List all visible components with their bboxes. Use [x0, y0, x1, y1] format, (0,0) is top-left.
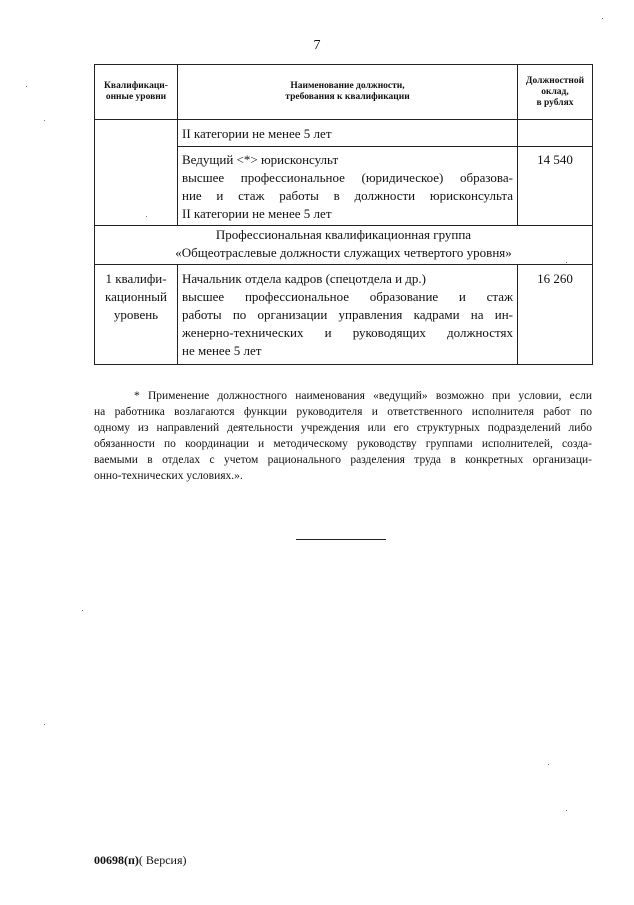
footnote [94, 388, 592, 484]
scan-speck [566, 262, 567, 263]
position-requirement-line: высшее профессиональное (юридическое) образова- [182, 170, 513, 185]
salary-cell [518, 265, 593, 365]
position-requirement-line: ние и стаж работы в должности юрисконсульта [182, 188, 513, 203]
position-requirement-line: не менее 5 лет [182, 343, 262, 358]
header-position-name [178, 65, 518, 120]
header-line: Квалификаци- [104, 81, 168, 91]
footnote-line: обязанности по координации и методическому руководству группами исполнителей, созда- [94, 438, 592, 450]
header-line: в рублях [536, 97, 574, 108]
position-requirement-line: женерно-технических и руководящих должностях [182, 325, 513, 340]
position-cell [178, 120, 518, 147]
footnote-line: одному из направлений деятельности учреждения или его структурных подразделений либо [94, 422, 592, 434]
scan-speck [602, 18, 603, 19]
position-cell [178, 265, 518, 365]
salary-value: 16 260 [537, 271, 573, 286]
document-code [94, 853, 187, 868]
level-cell-empty [95, 120, 178, 226]
salary-cell [518, 147, 593, 226]
closing-separator-line [296, 539, 386, 540]
position-cell [178, 147, 518, 226]
position-title: Ведущий <*> юрисконсульт [182, 152, 339, 167]
scan-speck [44, 724, 45, 725]
scan-speck [26, 86, 27, 87]
group-title-cell [95, 226, 593, 265]
position-requirement-line: II категории не менее 5 лет [182, 206, 332, 221]
header-line: Наименование должности, [290, 81, 405, 91]
document-code-number: 00698(п) [94, 853, 139, 867]
header-line: онные уровни [105, 92, 167, 102]
footnote-line: ваемыми в отделах с учетом рационального разделения труда в конкретных организаци- [94, 454, 592, 466]
scan-speck [548, 764, 549, 765]
qualification-table [94, 64, 593, 365]
position-requirement-line: высшее профессиональное образование и стаж [182, 289, 513, 304]
header-line: требования к квалификации [285, 92, 410, 102]
scan-speck [146, 216, 147, 217]
header-qualification-levels [95, 65, 178, 120]
header-line: Должностной [525, 75, 585, 86]
level-line: 1 квалифи- [105, 271, 167, 286]
salary-cell [518, 120, 593, 147]
scan-speck [44, 120, 45, 121]
header-salary [518, 65, 593, 120]
table-row [95, 265, 593, 365]
footnote-line: на работника возлагаются функции руководителя и ответственного исполнителя работ по [94, 406, 592, 418]
document-code-version: ( Версия) [138, 853, 187, 867]
position-requirement-line: работы по организации управления кадрами на ин- [182, 307, 513, 322]
scan-speck [566, 810, 567, 811]
level-line: уровень [113, 307, 159, 322]
page-number: 7 [313, 38, 321, 53]
salary-value [518, 120, 592, 122]
group-row [95, 226, 593, 265]
group-title-line: «Общеотраслевые должности служащих четвертого уровня» [175, 245, 512, 260]
level-cell [95, 265, 178, 365]
level-line: кационный [105, 289, 167, 304]
position-text: II категории не менее 5 лет [182, 126, 332, 141]
header-line: оклад, [541, 86, 569, 97]
group-title-line: Профессиональная квалификационная группа [215, 227, 472, 242]
footnote-line: онно-технических условиях.». [94, 470, 243, 482]
table-row [95, 120, 593, 147]
salary-value: 14 540 [537, 152, 573, 167]
footnote-line: * Применение должностного наименования «ведущий» возможно при условии, если [134, 390, 592, 402]
scan-speck [82, 610, 83, 611]
table-header-row [95, 65, 593, 120]
position-title: Начальник отдела кадров (спецотдела и др.) [182, 271, 426, 286]
